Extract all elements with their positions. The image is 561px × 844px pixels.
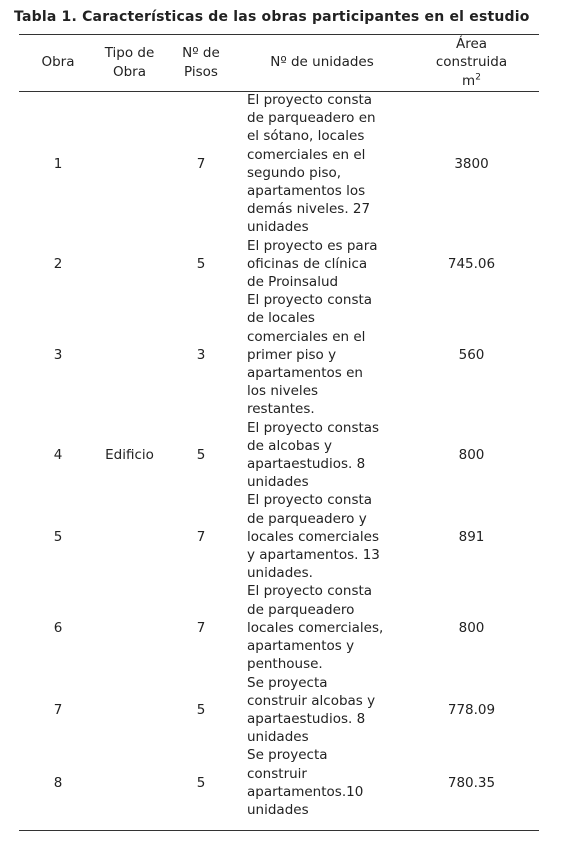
cell-area: 3800 (454, 155, 489, 172)
unidades-line: El proyecto consta (247, 92, 373, 108)
cell-pisos: 5 (196, 774, 206, 791)
header-unidades-text: Nº de unidades (270, 54, 374, 71)
cell-unidades (240, 91, 404, 237)
unidades-line: unidades (247, 219, 309, 236)
unidades-line: de parqueadero (247, 601, 355, 618)
header-area-exponent: 2 (475, 72, 481, 83)
unidades-line: los niveles (247, 383, 319, 400)
unidades-line: de Proinsalud (247, 274, 339, 291)
unidades-line: locales comerciales, (247, 619, 384, 636)
cell-obra: 2 (53, 255, 63, 272)
cell-unidades (240, 746, 404, 819)
cell-pisos: 7 (196, 155, 206, 172)
unidades-line: El proyecto consta (247, 583, 373, 600)
cell-unidades (240, 491, 404, 582)
header-area-unit-text: m (462, 72, 476, 89)
unidades-line: restantes. (247, 401, 315, 418)
cell-pisos: 7 (196, 619, 206, 636)
header-area-line2: construida (435, 54, 508, 71)
unidades-line: primer piso y (247, 346, 337, 363)
bottom-rule (19, 830, 539, 831)
header-area-line1: Área (455, 36, 488, 53)
unidades-line: apartamentos en (247, 365, 363, 382)
cell-area: 800 (458, 619, 485, 636)
cell-obra: 1 (53, 155, 63, 172)
cell-pisos: 5 (196, 446, 206, 463)
unidades-line: comerciales en el (247, 146, 366, 163)
unidades-line: y apartamentos. 13 (247, 547, 380, 564)
header-pisos-line2: Pisos (184, 63, 218, 80)
header-tipo-line2: Obra (112, 63, 147, 80)
cell-area: 560 (458, 346, 485, 363)
unidades-line: apartaestudios. 8 (247, 710, 366, 727)
table-row (19, 91, 539, 237)
unidades-line: El proyecto es para (247, 237, 378, 254)
cell-pisos: 3 (196, 346, 206, 363)
unidades-line: de parqueadero en (247, 110, 376, 127)
unidades-line: construir (247, 765, 307, 782)
cell-pisos: 5 (196, 701, 206, 718)
unidades-line: de alcobas y (247, 437, 333, 454)
unidades-line: el sótano, locales (247, 128, 365, 145)
unidades-line: El proyecto consta (247, 292, 373, 309)
cell-pisos: 7 (196, 528, 206, 545)
cell-obra: 3 (53, 346, 63, 363)
unidades-line: unidades. (247, 565, 313, 582)
header-area (404, 34, 539, 91)
cell-area: 745.06 (447, 255, 496, 272)
cell-unidades (240, 291, 404, 418)
unidades-line: apartamentos.10 (247, 783, 364, 800)
cell-obra: 8 (53, 774, 63, 791)
cell-unidades (240, 237, 404, 292)
cell-area: 780.35 (447, 774, 496, 791)
cell-area: 891 (458, 528, 485, 545)
table-title: Tabla 1. Características de las obras participantes en el estudio (14, 9, 530, 25)
unidades-line: Se proyecta (247, 674, 328, 691)
cell-obra: 5 (53, 528, 63, 545)
cell-unidades (240, 582, 404, 673)
cell-obra: 4 (53, 446, 63, 463)
cell-area: 778.09 (447, 701, 496, 718)
works-table (19, 34, 539, 819)
header-row (19, 34, 539, 91)
unidades-line: Se proyecta (247, 747, 328, 764)
cell-unidades (240, 419, 404, 492)
header-pisos (162, 34, 240, 91)
unidades-line: locales comerciales (247, 528, 380, 545)
unidades-line: construir alcobas y (247, 692, 376, 709)
header-area-unit (404, 72, 539, 90)
cell-pisos: 5 (196, 255, 206, 272)
unidades-line: demás niveles. 27 (247, 201, 371, 218)
cell-obra: 7 (53, 701, 63, 718)
cell-obra: 6 (53, 619, 63, 636)
unidades-line: de parqueadero y (247, 510, 367, 527)
header-unidades (240, 34, 404, 91)
unidades-line: unidades (247, 801, 309, 818)
header-tipo-line1: Tipo de (104, 45, 155, 62)
unidades-line: penthouse. (247, 656, 323, 673)
unidades-line: apartaestudios. 8 (247, 456, 366, 473)
unidades-line: unidades (247, 474, 309, 491)
unidades-line: oficinas de clínica (247, 255, 368, 272)
cell-unidades (240, 674, 404, 747)
unidades-line: apartamentos los (247, 183, 366, 200)
unidades-line: El proyecto constas (247, 419, 380, 436)
cell-tipo-obra: Edificio (105, 446, 154, 463)
header-tipo-obra (97, 34, 162, 91)
table-body (19, 91, 539, 819)
unidades-line: apartamentos y (247, 638, 355, 655)
header-obra-text: Obra (41, 54, 75, 71)
cell-area: 800 (458, 446, 485, 463)
header-obra (19, 34, 97, 91)
unidades-line: unidades (247, 729, 309, 746)
unidades-line: de locales (247, 310, 315, 327)
header-pisos-line1: Nº de (182, 45, 220, 62)
unidades-line: comerciales en el (247, 328, 366, 345)
unidades-line: segundo piso, (247, 164, 342, 181)
unidades-line: El proyecto consta (247, 492, 373, 509)
